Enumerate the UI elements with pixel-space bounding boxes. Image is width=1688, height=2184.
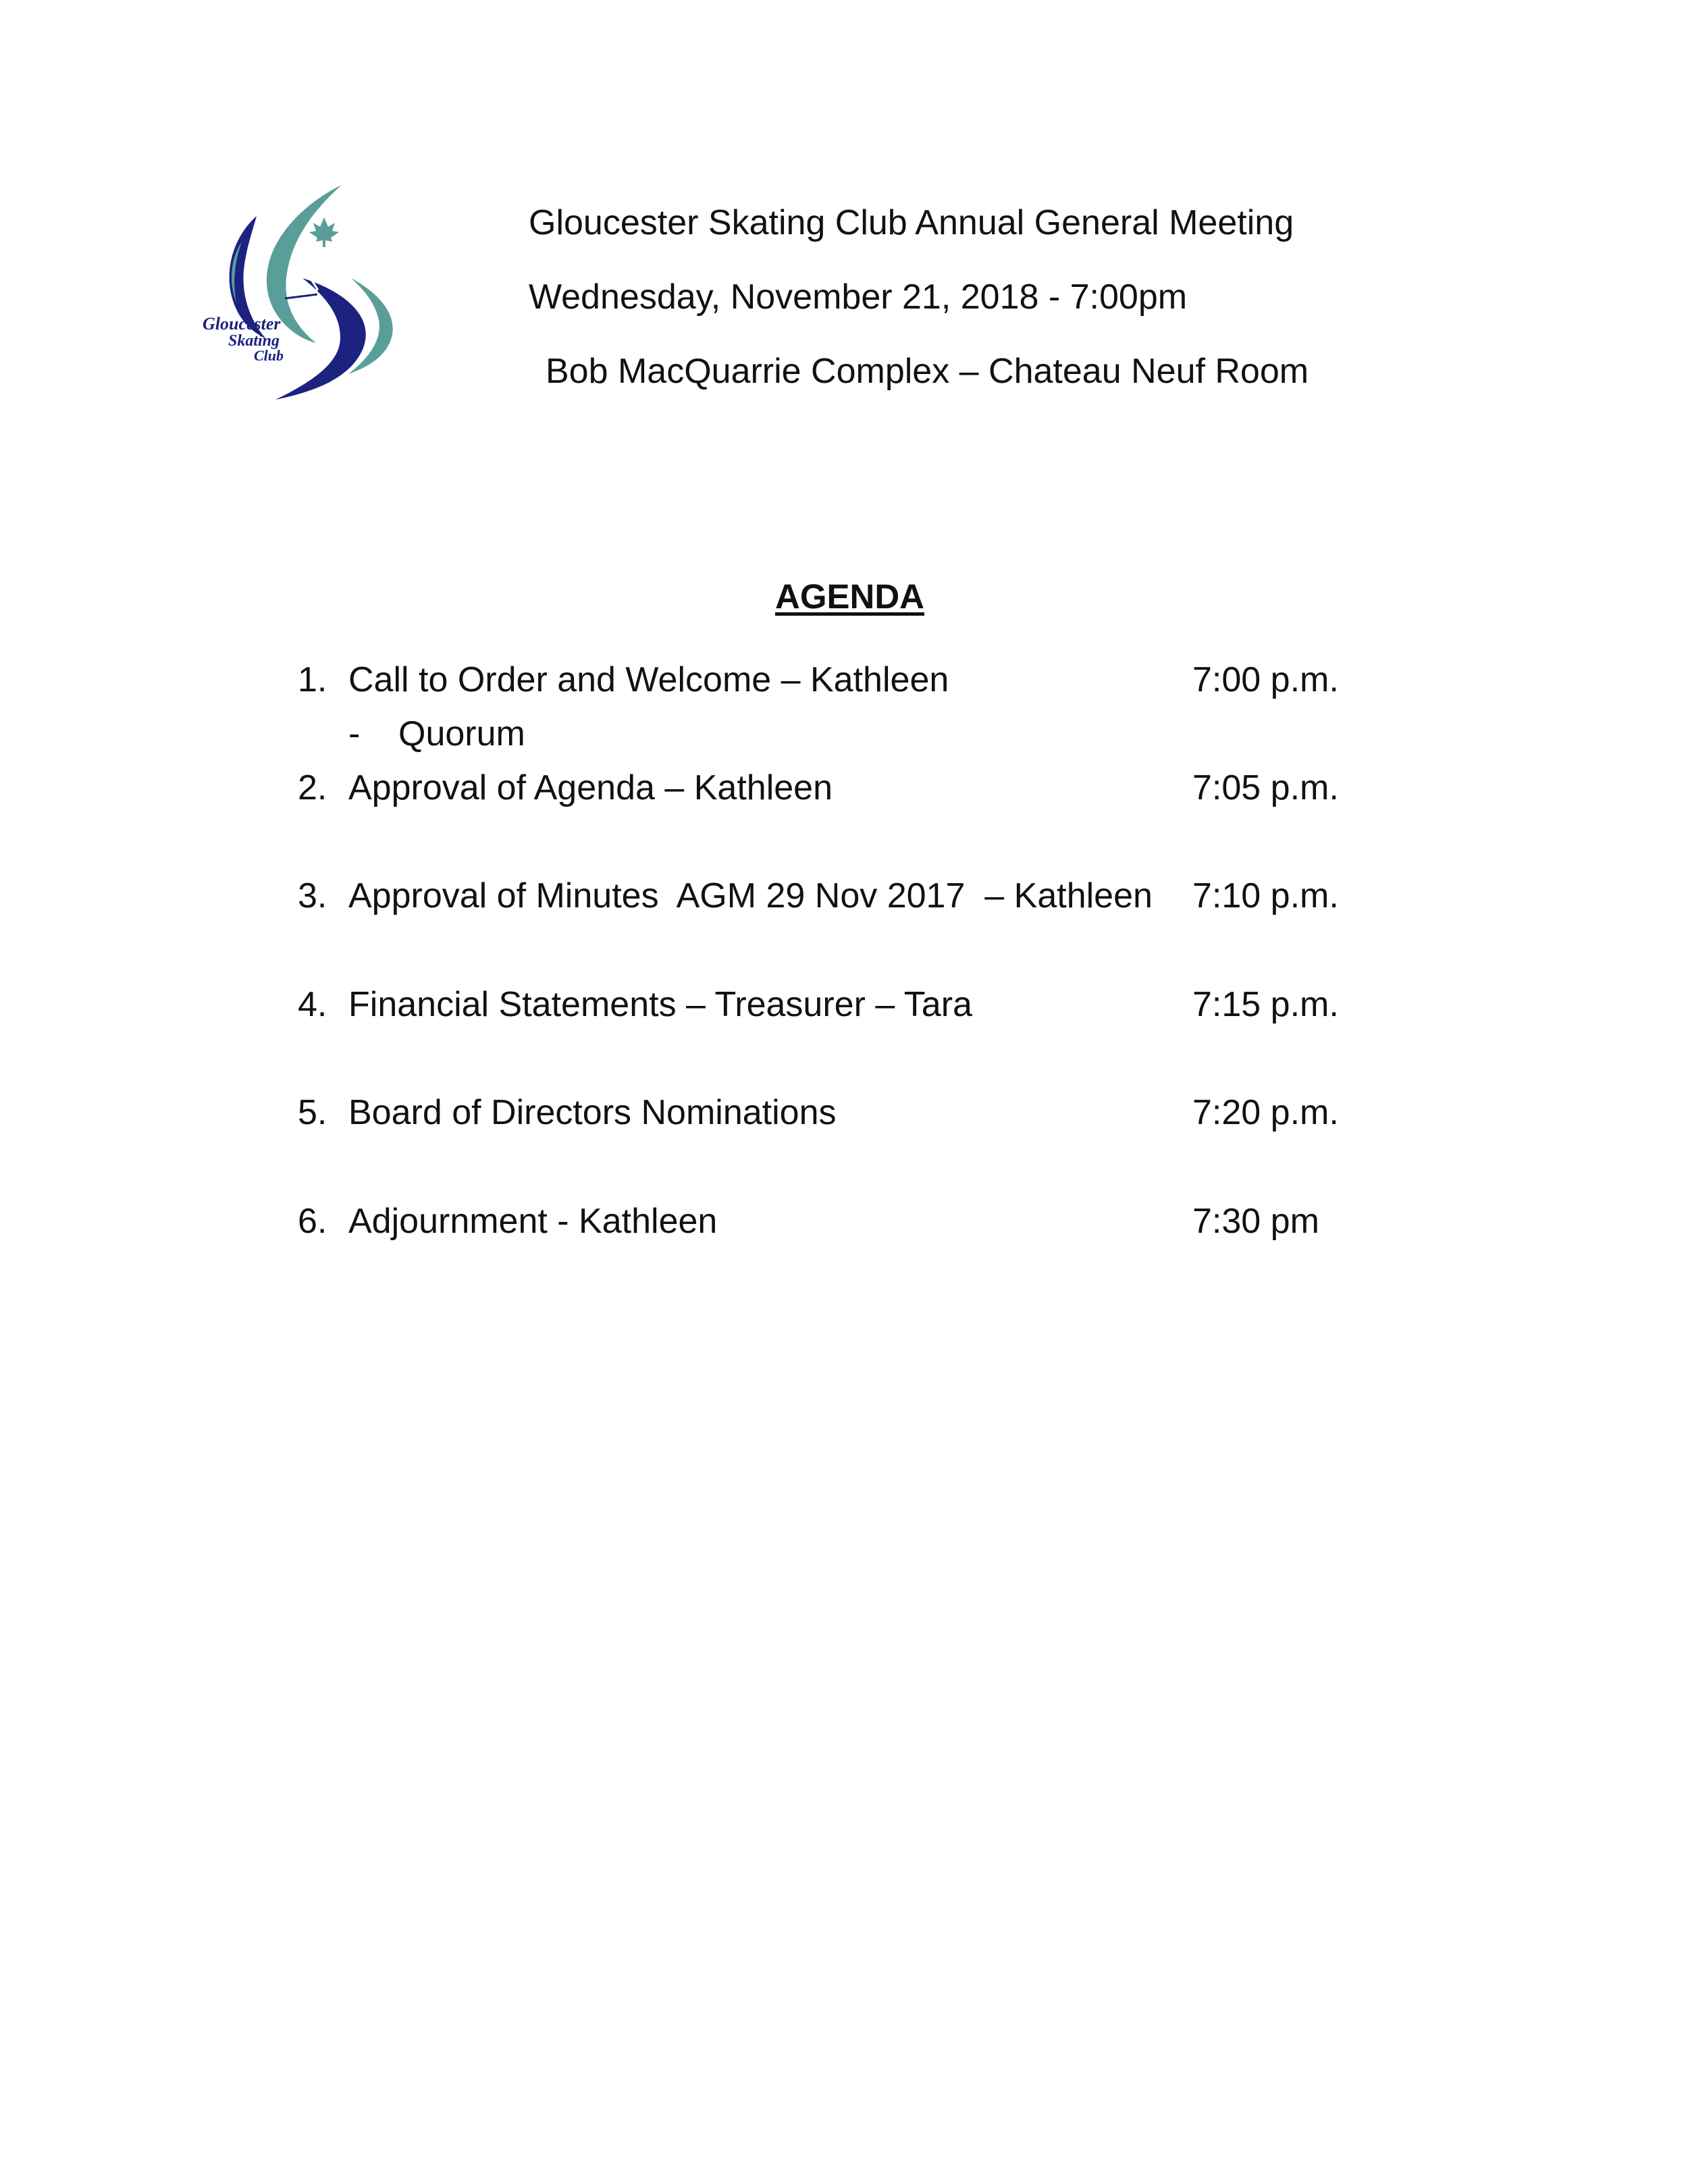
agenda-title: AGENDA xyxy=(775,577,925,616)
agenda-item xyxy=(0,874,1688,917)
logo-text-line1: Gloucester xyxy=(203,314,281,334)
agenda-item xyxy=(0,983,1688,1026)
agenda-item-time: 7:30 pm xyxy=(1192,1202,1319,1241)
agenda-item xyxy=(0,1200,1688,1243)
agenda-item-label: Board of Directors Nominations xyxy=(348,1093,837,1132)
agenda-item-label: Financial Statements – Treasurer – Tara xyxy=(348,985,972,1024)
club-logo xyxy=(201,177,404,400)
agenda-item-time: 7:15 p.m. xyxy=(1192,985,1339,1024)
agenda-sub-item xyxy=(0,712,1688,755)
agenda-item-number: 1. xyxy=(298,660,327,699)
sub-item-label: Quorum xyxy=(398,714,525,753)
agenda-item-label: Call to Order and Welcome – Kathleen xyxy=(348,660,949,699)
agenda-item-time: 7:10 p.m. xyxy=(1192,876,1339,915)
sub-item-bullet: - xyxy=(348,714,361,753)
agenda-item-number: 5. xyxy=(298,1093,327,1132)
agenda-item-number: 6. xyxy=(298,1202,327,1241)
agenda-item-label: Adjournment - Kathleen xyxy=(348,1202,718,1241)
logo-text-line2: Skating xyxy=(228,332,280,350)
meeting-location: Bob MacQuarrie Complex – Chateau Neuf Room xyxy=(546,352,1309,391)
agenda-item-time: 7:05 p.m. xyxy=(1192,768,1339,807)
meeting-date: Wednesday, November 21, 2018 - 7:00pm xyxy=(529,277,1188,317)
agenda-item-time: 7:20 p.m. xyxy=(1192,1093,1339,1132)
agenda-item xyxy=(0,1091,1688,1134)
agenda-item-number: 4. xyxy=(298,985,327,1024)
agenda-item-label: Approval of Minutes AGM 29 Nov 2017 – Kathleen xyxy=(348,876,1153,915)
agenda-item-number: 3. xyxy=(298,876,327,915)
logo-text-line3: Club xyxy=(254,347,284,364)
agenda-item-number: 2. xyxy=(298,768,327,807)
agenda-item-label: Approval of Agenda – Kathleen xyxy=(348,768,833,807)
agenda-item xyxy=(0,766,1688,809)
meeting-title: Gloucester Skating Club Annual General Meeting xyxy=(529,203,1294,242)
agenda-item-time: 7:00 p.m. xyxy=(1192,660,1339,699)
agenda-item xyxy=(0,658,1688,701)
